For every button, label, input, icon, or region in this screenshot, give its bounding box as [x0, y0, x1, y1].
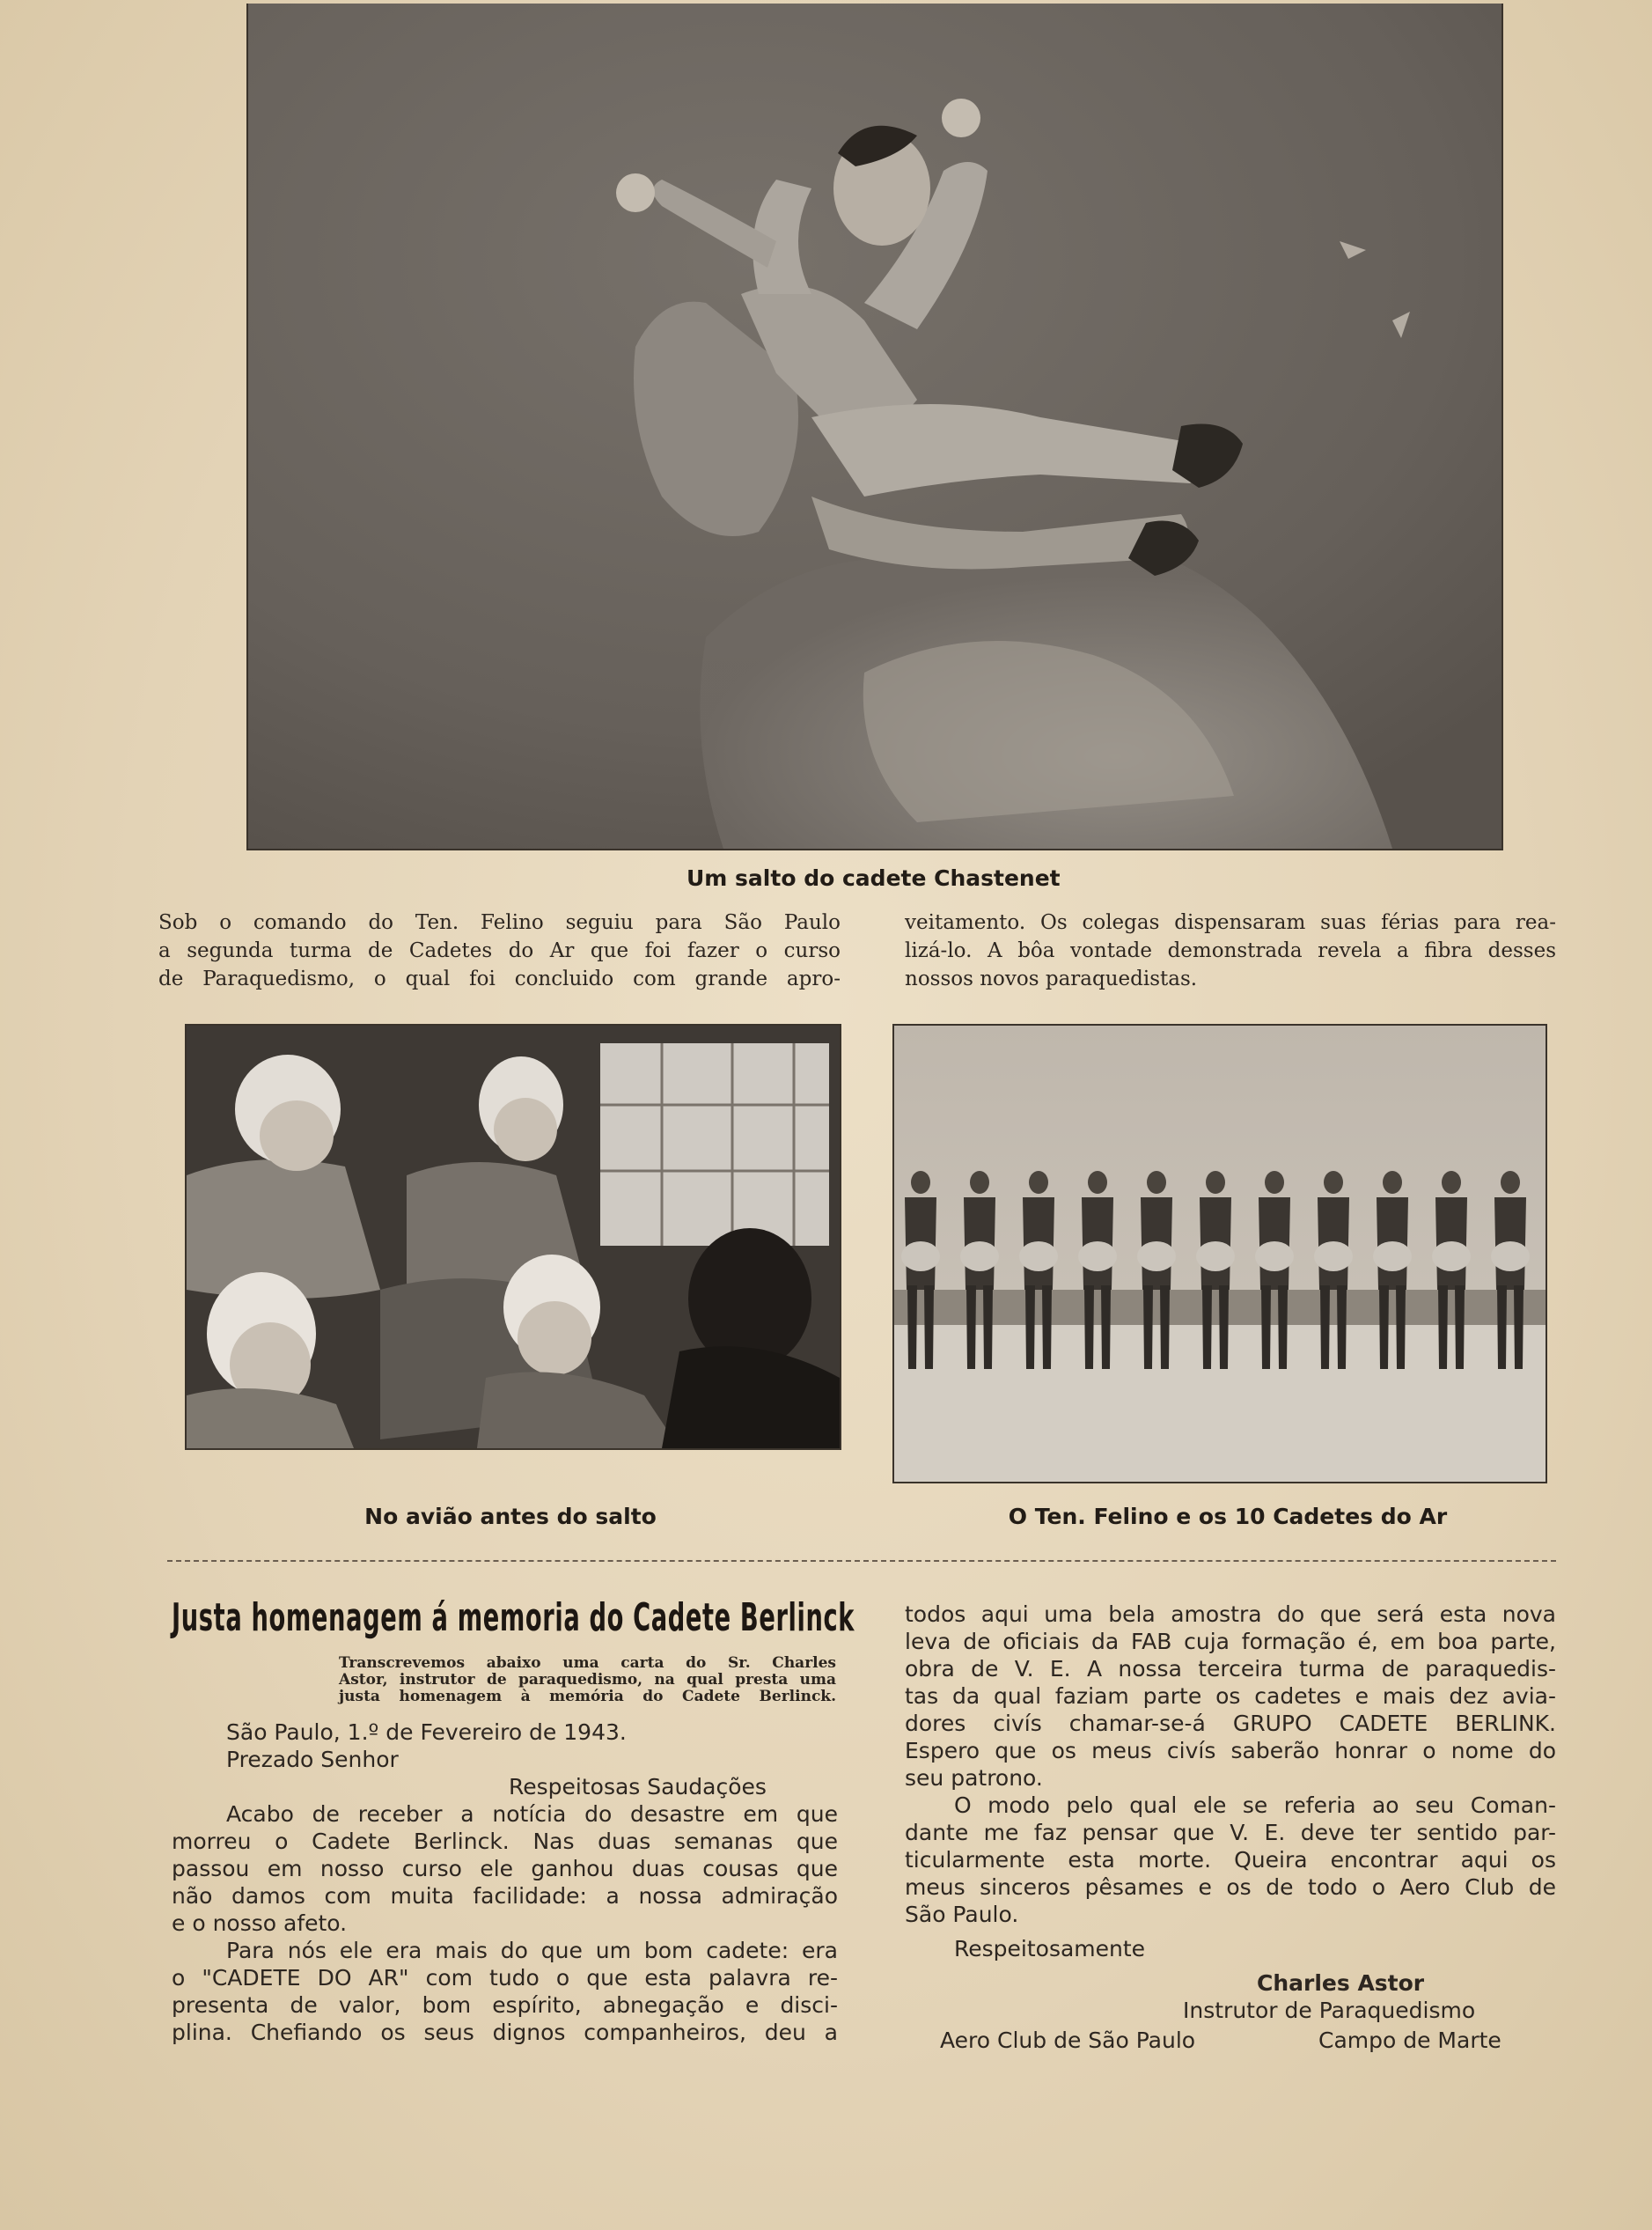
- letter-line: obra de V. E. A nossa terceira turma de paraquedis-: [905, 1656, 1556, 1682]
- intro-line: Transcrevemos abaixo uma carta do Sr. Charles: [339, 1654, 836, 1672]
- top-photo-caption: Um salto do cadete Chastenet: [686, 865, 1061, 891]
- letter-line: Espero que os meus civís saberão honrar o nome do: [905, 1738, 1556, 1763]
- article-line: nossos novos paraquedistas.: [905, 968, 1198, 990]
- letter-line: Acabo de receber a notícia do desastre em que: [226, 1801, 838, 1827]
- letter-greeting: Respeitosas Saudações: [509, 1774, 767, 1799]
- left-photo-cadets-in-plane: [185, 1024, 841, 1450]
- letter-line: meus sinceros pêsames e os de todo o Aero Club de: [905, 1874, 1556, 1900]
- letter-line: e o nosso afeto.: [172, 1910, 348, 1936]
- letter-line: não damos com muita facilidade: a nossa admiração: [172, 1883, 838, 1909]
- intro-line: Astor, instrutor de paraquedismo, na qual presta uma: [339, 1671, 836, 1689]
- article-column-right: [905, 909, 1556, 993]
- letter-line: ticularmente esta morte. Queira encontrar aqui os: [905, 1847, 1556, 1873]
- signature-title: Instrutor de Paraquedismo: [1183, 1998, 1476, 2023]
- letter-right-column: [905, 1601, 1556, 2024]
- letter-line: tas da qual faziam parte os cadetes e mais dez avia-: [905, 1683, 1556, 1709]
- letter-line: presenta de valor, bom espírito, abnegação e disci-: [172, 1992, 838, 2018]
- letter-line: plina. Chefiando os seus dignos companheiros, deu a: [172, 2020, 838, 2045]
- letter-line: dante me faz pensar que V. E. deve ter sentido par-: [905, 1820, 1556, 1845]
- letter-line: morreu o Cadete Berlinck. Nas duas semanas que: [172, 1829, 838, 1854]
- letter-left-column: [172, 1718, 838, 2046]
- section-divider: [167, 1560, 1556, 1562]
- letter-line: o "CADETE DO AR" com tudo o que esta palavra re-: [172, 1965, 838, 1991]
- intro-line: justa homenagem à memória do Cadete Berlinck.: [339, 1688, 836, 1705]
- tribute-headline: Justa homenagem á memoria do Cadete Berlinck: [172, 1595, 855, 1640]
- article-line: lizá-lo. A bôa vontade demonstrada revela a fibra desses: [905, 939, 1556, 962]
- right-photo-lineup: [892, 1024, 1547, 1483]
- letter-line: O modo pelo qual ele se referia ao seu Coman-: [954, 1792, 1556, 1818]
- letter-salutation: Prezado Senhor: [226, 1747, 399, 1772]
- article-line: veitamento. Os colegas dispensaram suas férias para rea-: [905, 911, 1556, 934]
- article-line: de Paraquedismo, o qual foi concluido com grande apro-: [158, 968, 841, 990]
- letter-line: todos aqui uma bela amostra do que será esta nova: [905, 1601, 1556, 1627]
- letter-line: seu patrono.: [905, 1765, 1043, 1791]
- article-line: a segunda turma de Cadetes do Ar que foi fazer o curso: [158, 939, 841, 962]
- letter-date: São Paulo, 1.º de Fevereiro de 1943.: [226, 1719, 627, 1745]
- signature-name: Charles Astor: [1257, 1970, 1425, 1996]
- letter-footer-left: Aero Club de São Paulo: [940, 2028, 1196, 2053]
- tribute-intro: [339, 1655, 836, 1705]
- top-photo-skydiver: [246, 4, 1503, 850]
- left-photo-caption: No avião antes do salto: [364, 1504, 657, 1529]
- letter-line: São Paulo.: [905, 1902, 1019, 1927]
- letter-closing: Respeitosamente: [954, 1936, 1146, 1961]
- article-line: Sob o comando do Ten. Felino seguiu para São Paulo: [158, 911, 841, 934]
- letter-line: leva de oficiais da FAB cuja formação é, em boa parte,: [905, 1629, 1556, 1654]
- right-photo-caption: O Ten. Felino e os 10 Cadetes do Ar: [1008, 1504, 1448, 1529]
- letter-footer-right: Campo de Marte: [1318, 2028, 1501, 2053]
- letter-line: Para nós ele era mais do que um bom cadete: era: [226, 1938, 838, 1963]
- letter-line: passou em nosso curso ele ganhou duas cousas que: [172, 1856, 838, 1881]
- article-column-left: [158, 909, 841, 993]
- letter-line: dores civís chamar-se-á GRUPO CADETE BERLINK.: [905, 1711, 1556, 1736]
